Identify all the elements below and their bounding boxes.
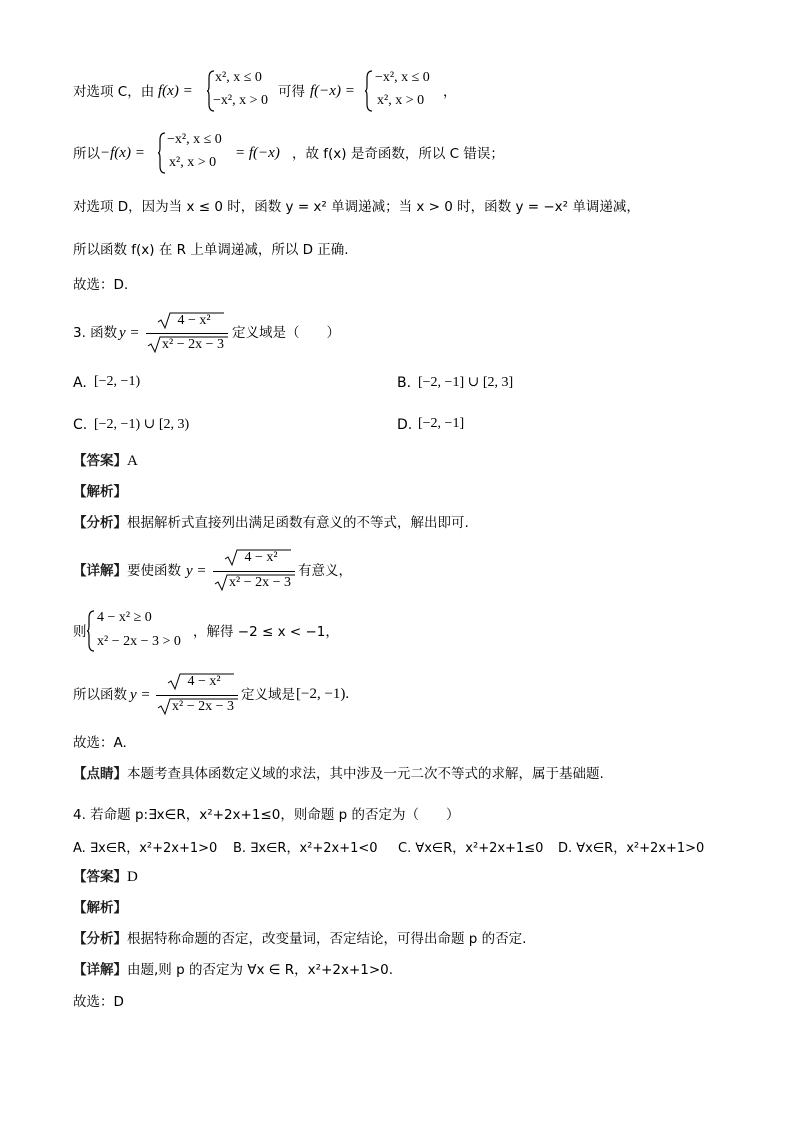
fraction-bar [146,333,228,334]
fraction-numerator: 4 − x² [244,550,278,565]
option-d-line: 对选项 D，因为当 x ≤ 0 时，函数 y = x² 单调递减；当 x > 0 时，函数 y = −x² 单调递减， [73,199,640,215]
option-c-label: C. [73,417,88,433]
punctuation: ， [443,84,457,100]
y-equals: y = [186,563,207,579]
xiangjie-tail: 有意义， [298,563,352,579]
domain-value: [−2, −1). [296,686,350,702]
xiangjie-text: 由题,则 p 的否定为 ∀x ∈ R，x²+2x+1>0. [127,962,394,978]
solution-text: ，解得 −2 ≤ x < −1， [193,624,339,640]
left-brace-icon [157,132,167,174]
case-line: x², x > 0 [377,93,425,108]
question-3-number: 3. 函数 [73,325,118,341]
answer-line [73,452,138,470]
option-c-value: [−2, −1) ∪ [2, 3) [94,417,190,432]
question-3-tail: 定义域是（ ） [232,325,340,341]
choice-line: 故选：A. [73,735,127,751]
dianjing-line [73,765,604,783]
domain-text: 定义域是 [241,687,295,703]
answer-value: D [127,869,138,885]
option-b-value: [−2, −1] ∪ [2, 3] [418,375,514,390]
inequality-line: x² − 2x − 3 > 0 [97,634,181,649]
xiangjie-tag: 【详解】 [73,563,127,579]
fenxi-line [73,514,469,532]
fenxi-line [73,930,526,948]
option-b: B. ∃x∈R，x²+2x+1<0 [233,841,378,856]
fraction-bar [156,695,238,696]
fenxi-text: 根据解析式直接列出满足函数有意义的不等式，解出即可. [127,515,469,531]
inequality-line: 4 − x² ≥ 0 [97,610,152,625]
fraction-denominator: x² − 2x − 3 [172,699,234,714]
left-brace-icon [86,610,96,652]
fnegx-label: f(−x) = [310,83,355,99]
option-a: A. ∃x∈R，x²+2x+1>0 [73,841,218,856]
fraction-numerator: 4 − x² [187,674,221,689]
so-function-label: 所以函数 [73,687,127,703]
case-line: −x², x ≤ 0 [167,132,222,147]
choice-line: 故选：D [73,994,124,1010]
answer-line [73,868,138,886]
answer-value: A [127,453,138,469]
conclusion-intro: 所以 [73,146,100,162]
option-d-value: [−2, −1] [418,416,465,431]
option-d: D. ∀x∈R，x²+2x+1>0 [558,841,705,856]
fenxi-tag: 【分析】 [73,931,127,947]
conclusion-text: ，故 f(x) 是奇函数，所以 C 错误； [292,146,504,162]
analysis-tag: 【解析】 [73,900,127,916]
case-line: x², x ≤ 0 [215,70,262,85]
xiangjie-line [73,562,181,580]
option-c-intro: 对选项 C，由 [73,84,155,100]
answer-tag: 【答案】 [73,453,127,469]
fenxi-text: 根据特称命题的否定，改变量词，否定结论，可得出命题 p 的否定. [127,931,527,947]
xiangjie-tag: 【详解】 [73,962,127,978]
neg-fx-label: −f(x) = [100,145,145,161]
then-label: 则 [73,624,87,640]
y-equals: y = [130,687,151,703]
option-c: C. ∀x∈R，x²+2x+1≤0 [398,841,544,856]
dianjing-text: 本题考查具体函数定义域的求法，其中涉及一元二次不等式的求解，属于基础题. [127,766,604,782]
left-brace-icon [364,70,374,112]
option-a-label: A. [73,375,87,391]
case-line: −x², x > 0 [213,93,268,108]
option-b-label: B. [397,375,412,391]
xiangjie-text: 要使函数 [127,563,181,579]
connector-text: 可得 [278,84,305,100]
fx-label: f(x) = [158,83,193,99]
choice-line: 故选：D. [73,277,129,293]
answer-tag: 【答案】 [73,869,127,885]
option-d-label: D. [397,417,413,433]
analysis-tag: 【解析】 [73,484,127,500]
equals-fnegx: = f(−x) [235,145,280,161]
y-equals: y = [119,325,140,341]
option-d-line: 所以函数 f(x) 在 R 上单调递减，所以 D 正确. [73,242,349,258]
case-line: −x², x ≤ 0 [375,70,430,85]
fenxi-tag: 【分析】 [73,515,127,531]
xiangjie-line [73,961,393,979]
fraction-numerator: 4 − x² [177,313,211,328]
fraction-denominator: x² − 2x − 3 [229,575,291,590]
option-a-value: [−2, −1) [94,374,141,389]
question-4-stem: 4. 若命题 p:∃x∈R，x²+2x+1≤0，则命题 p 的否定为（ ） [73,807,460,823]
dianjing-tag: 【点睛】 [73,766,127,782]
case-line: x², x > 0 [169,155,217,170]
fraction-bar [213,571,295,572]
fraction-denominator: x² − 2x − 3 [162,337,224,352]
